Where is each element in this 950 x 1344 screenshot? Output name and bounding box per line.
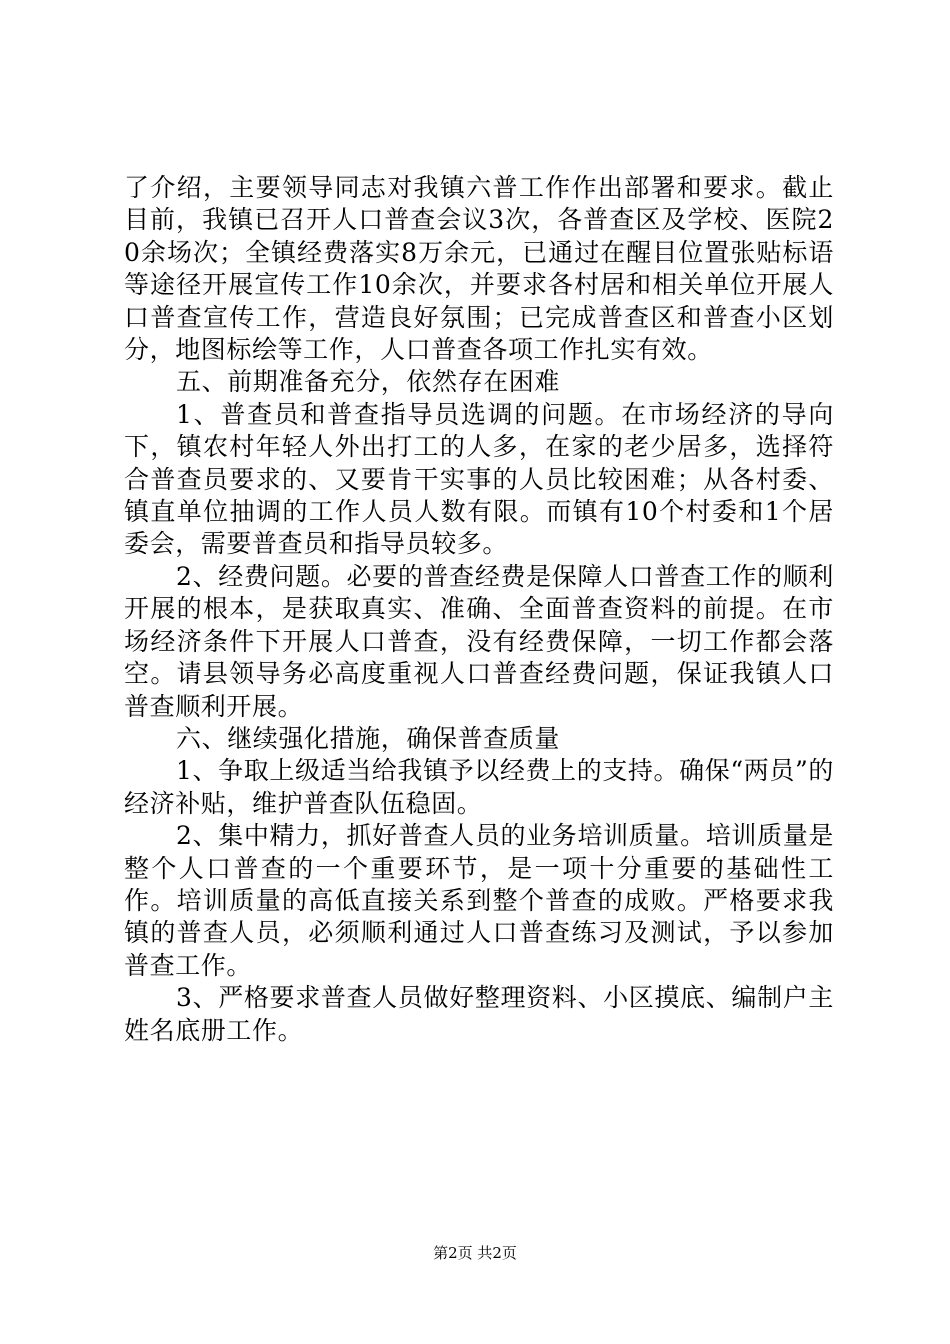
section-heading-six: 六、继续强化措施，确保普查质量 xyxy=(176,723,561,753)
page-footer xyxy=(0,1243,950,1263)
paragraph-measure-training: 2、集中精力，抓好普查人员的业务培训质量。培训质量是整个人口普查的一个重要环节，是一项十分重要的基础性工作。培训质量的高低直接关系到整个普查的成败。严格要求我镇的普查人员，必须顺利通过人口普查练习及测试，予以参加普查工作。 xyxy=(124,821,834,980)
document-body xyxy=(124,172,834,1047)
paragraph-staffing-issue: 1、普查员和普查指导员选调的问题。在市场经济的导向下，镇农村年轻人外出打工的人多，在家的老少居多，选择符合普查员要求的、又要肯干实事的人员比较困难；从各村委、镇直单位抽调的工作人员人数有限。而镇有10个村委和1个居委会，需要普查员和指导员较多。 xyxy=(124,399,834,559)
section-heading-five: 五、前期准备充分，依然存在困难 xyxy=(176,367,561,397)
page-number-label: 第2页 共2页 xyxy=(433,1244,517,1262)
paragraph-intro-continued: 了介绍，主要领导同志对我镇六普工作作出部署和要求。截止目前，我镇已召开人口普查会议3次，各普查区及学校、医院20余场次；全镇经费落实8万余元，已通过在醒目位置张贴标语等途径开展宣传工作10余次，并要求各村居和相关单位开展人口普查宣传工作，营造良好氛围；已完成普查区和普查小区划分，地图标绘等工作，人口普查各项工作扎实有效。 xyxy=(124,173,834,365)
paragraph-funding-issue: 2、经费问题。必要的普查经费是保障人口普查工作的顺利开展的根本，是获取真实、准确、全面普查资料的前提。在市场经济条件下开展人口普查，没有经费保障，一切工作都会落空。请县领导务必高度重视人口普查经费问题，保证我镇人口普查顺利开展。 xyxy=(124,561,834,721)
paragraph-measure-funding: 1、争取上级适当给我镇予以经费上的支持。确保“两员”的经济补贴，维护普查队伍稳固。 xyxy=(124,756,834,818)
paragraph-measure-registry: 3、严格要求普查人员做好整理资料、小区摸底、编制户主姓名底册工作。 xyxy=(124,983,834,1045)
